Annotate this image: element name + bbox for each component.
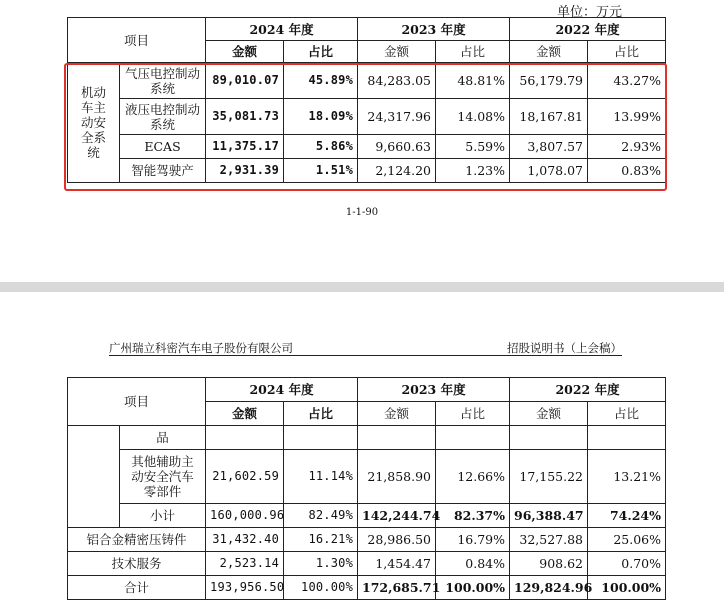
cell-value: 45.89% [284,63,358,99]
row-label: 合计 [68,576,206,600]
cell-value: 5.86% [284,135,358,159]
cell-value: 0.70% [588,552,666,576]
cell-value: 13.99% [588,99,666,135]
cell-value: 100.00% [588,576,666,600]
cell-value: 12.66% [436,450,510,504]
document-page-top [0,0,724,282]
cell-value: 11,375.17 [206,135,284,159]
page-separator [0,282,724,292]
cell-empty [588,426,666,450]
header-item: 项目 [68,378,206,426]
cell-value: 24,317.96 [358,99,436,135]
cell-value: 2,931.39 [206,159,284,183]
cell-value: 16.79% [436,528,510,552]
cell-value: 16.21% [284,528,358,552]
header-year-2024: 2024 年度 [206,18,358,41]
cell-value: 82.37% [436,504,510,528]
cell-value: 1,078.07 [510,159,588,183]
cell-value: 193,956.50 [206,576,284,600]
cell-empty [284,426,358,450]
header-item: 项目 [68,18,206,63]
header-share: 占比 [588,41,666,63]
table-row [68,135,666,159]
cell-value: 1.23% [436,159,510,183]
cell-value: 18,167.81 [510,99,588,135]
cell-value: 43.27% [588,63,666,99]
header-amount: 金额 [510,402,588,426]
cell-value: 96,388.47 [510,504,588,528]
document-title: 招股说明书（上会稿） [507,341,622,355]
cell-value: 48.81% [436,63,510,99]
header-share: 占比 [436,402,510,426]
cell-value: 74.24% [588,504,666,528]
cell-value: 100.00% [284,576,358,600]
header-share: 占比 [588,402,666,426]
cell-value: 25.06% [588,528,666,552]
cell-value: 13.21% [588,450,666,504]
cell-empty [510,426,588,450]
company-name: 广州瑞立科密汽车电子股份有限公司 [109,341,293,355]
revenue-table-top [67,17,666,183]
cell-value: 5.59% [436,135,510,159]
cell-value: 2.93% [588,135,666,159]
header-year-2022: 2022 年度 [510,18,666,41]
header-year-2023: 2023 年度 [358,378,510,402]
document-page-bottom [0,292,724,612]
cell-value: 1.30% [284,552,358,576]
cell-value: 14.08% [436,99,510,135]
table-row [68,63,666,99]
table-row [68,426,666,450]
row-label: 铝合金精密压铸件 [68,528,206,552]
header-share: 占比 [436,41,510,63]
cell-value: 0.83% [588,159,666,183]
cell-value: 100.00% [436,576,510,600]
cell-value: 2,523.14 [206,552,284,576]
header-year-2024: 2024 年度 [206,378,358,402]
header-year-2022: 2022 年度 [510,378,666,402]
cell-value: 35,081.73 [206,99,284,135]
header-amount: 金额 [206,402,284,426]
cell-value: 2,124.20 [358,159,436,183]
header-amount: 金额 [510,41,588,63]
cell-value: 21,602.59 [206,450,284,504]
cell-value: 21,858.90 [358,450,436,504]
subtotal-row [68,504,666,528]
header-year-2023: 2023 年度 [358,18,510,41]
row-label: 小计 [120,504,206,528]
cell-value: 129,824.96 [510,576,588,600]
cell-value: 56,179.79 [510,63,588,99]
cell-value: 0.84% [436,552,510,576]
cell-value: 17,155.22 [510,450,588,504]
row-label: 液压电控制动系统 [120,99,206,135]
row-label: ECAS [120,135,206,159]
header-amount: 金额 [358,41,436,63]
row-label: 智能驾驶产 [120,159,206,183]
cell-value: 1,454.47 [358,552,436,576]
cell-empty [206,426,284,450]
row-label: 其他辅助主动安全汽车零部件 [120,450,206,504]
cell-value: 9,660.63 [358,135,436,159]
cell-value: 31,432.40 [206,528,284,552]
cell-value: 908.62 [510,552,588,576]
row-label: 气压电控制动系统 [120,63,206,99]
row-label: 品 [120,426,206,450]
cell-value: 1.51% [284,159,358,183]
header-share: 占比 [284,41,358,63]
cell-value: 89,010.07 [206,63,284,99]
cell-value: 28,986.50 [358,528,436,552]
table-row [68,99,666,135]
cell-value: 82.49% [284,504,358,528]
table-row [68,450,666,504]
table-row [68,528,666,552]
total-row [68,576,666,600]
table-row [68,552,666,576]
cell-value: 172,685.71 [358,576,436,600]
header-rule [109,355,622,356]
page-number: 1-1-90 [345,207,379,218]
row-label: 技术服务 [68,552,206,576]
table-row [68,159,666,183]
cell-value: 32,527.88 [510,528,588,552]
cell-value: 3,807.57 [510,135,588,159]
header-amount: 金额 [206,41,284,63]
revenue-table-bottom [67,377,666,600]
unit-label: 单位：万元 [556,5,622,20]
cell-value: 142,244.74 [358,504,436,528]
group-cell-continued [68,426,120,528]
group-label: 机动车主动安全系统 [68,63,120,183]
cell-value: 11.14% [284,450,358,504]
cell-value: 18.09% [284,99,358,135]
header-share: 占比 [284,402,358,426]
cell-value: 84,283.05 [358,63,436,99]
cell-value: 160,000.96 [206,504,284,528]
cell-empty [358,426,436,450]
header-amount: 金额 [358,402,436,426]
cell-empty [436,426,510,450]
